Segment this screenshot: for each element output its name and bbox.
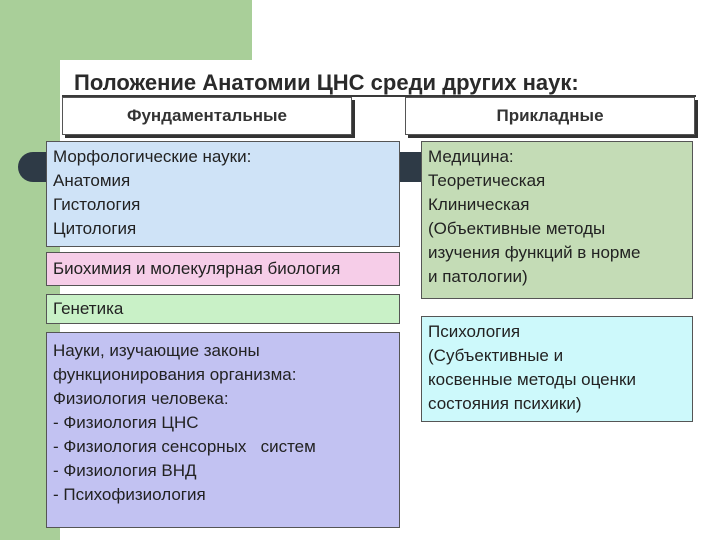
morphology-line: Гистология xyxy=(53,195,141,214)
psychology-line: косвенные методы оценки xyxy=(428,370,636,389)
physiology-box xyxy=(46,332,400,528)
physiology-line: - Физиология ВНД xyxy=(53,461,197,480)
medicine-line: (Объективные методы xyxy=(428,219,606,238)
psychology-box xyxy=(421,316,693,422)
morphology-line: Анатомия xyxy=(53,171,131,190)
physiology-line: - Психофизиология xyxy=(53,485,206,504)
genetics-label: Генетика xyxy=(53,299,124,318)
fundamental-header: Фундаментальные xyxy=(62,97,352,135)
applied-header: Прикладные xyxy=(405,97,695,135)
physiology-line: - Физиология сенсорных систем xyxy=(53,437,316,456)
morphology-line: Морфологические науки: xyxy=(53,147,252,166)
medicine-box xyxy=(421,141,693,299)
psychology-line: (Субъективные и xyxy=(428,346,564,365)
medicine-line: и патологии) xyxy=(428,267,528,286)
genetics-box xyxy=(46,294,400,324)
medicine-line: Медицина: xyxy=(428,147,514,166)
biochemistry-box xyxy=(46,252,400,286)
biochemistry-label: Биохимия и молекулярная биология xyxy=(53,259,341,278)
morphology-line: Цитология xyxy=(53,219,137,238)
medicine-line: изучения функций в норме xyxy=(428,243,641,262)
physiology-line: Физиология человека: xyxy=(53,389,229,408)
psychology-line: Психология xyxy=(428,322,521,341)
medicine-line: Клиническая xyxy=(428,195,530,214)
physiology-line: функционирования организма: xyxy=(53,365,297,384)
morphology-box xyxy=(46,141,400,247)
physiology-line: Науки, изучающие законы xyxy=(53,341,260,360)
physiology-line: - Физиология ЦНС xyxy=(53,413,199,432)
medicine-line: Теоретическая xyxy=(428,171,546,190)
slide-title: Положение Анатомии ЦНС среди других наук: xyxy=(74,70,579,95)
psychology-line: состояния психики) xyxy=(428,394,582,413)
